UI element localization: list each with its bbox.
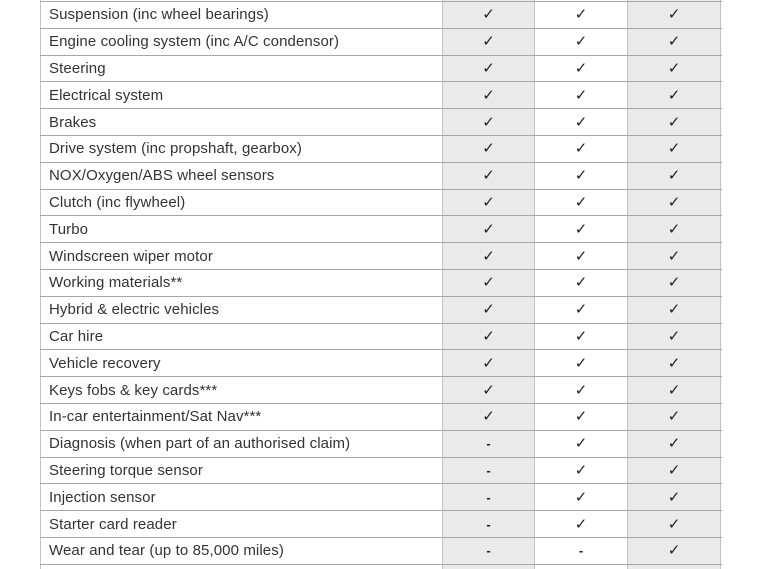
feature-label: Suspension (inc wheel bearings) <box>40 2 442 28</box>
col1-cell-partial <box>442 0 534 1</box>
col3-check-icon: ✓ <box>627 377 721 403</box>
col3-check-icon: ✓ <box>627 324 721 350</box>
table-row <box>40 511 722 538</box>
col2-cell-partial <box>534 0 627 1</box>
col1-check-icon: ✓ <box>442 297 534 323</box>
col2-dash-icon: - <box>534 538 627 564</box>
col2-check-icon: ✓ <box>534 297 627 323</box>
feature-label: Working materials** <box>40 270 442 296</box>
feature-label: Car hire <box>40 324 442 350</box>
col2-check-icon: ✓ <box>534 2 627 28</box>
col1-check-icon: ✓ <box>442 82 534 108</box>
table-row <box>40 431 722 458</box>
col1-check-icon: ✓ <box>442 270 534 296</box>
feature-cell-partial <box>40 0 442 1</box>
col2-check-icon: ✓ <box>534 431 627 457</box>
col1-cell-partial <box>442 565 534 569</box>
col3-check-icon: ✓ <box>627 56 721 82</box>
col2-check-icon: ✓ <box>534 270 627 296</box>
feature-label: Injection sensor <box>40 484 442 510</box>
col2-check-icon: ✓ <box>534 109 627 135</box>
table-row <box>40 243 722 270</box>
table-row <box>40 377 722 404</box>
col1-check-icon: ✓ <box>442 404 534 430</box>
col1-check-icon: ✓ <box>442 377 534 403</box>
col1-check-icon: ✓ <box>442 324 534 350</box>
table-row <box>40 404 722 431</box>
col2-check-icon: ✓ <box>534 243 627 269</box>
col3-check-icon: ✓ <box>627 2 721 28</box>
col3-cell-partial <box>627 0 721 1</box>
table-row <box>40 82 722 109</box>
feature-label: Diagnosis (when part of an authorised claim) <box>40 431 442 457</box>
col3-check-icon: ✓ <box>627 297 721 323</box>
col1-dash-icon: - <box>442 511 534 537</box>
col1-dash-icon: - <box>442 538 534 564</box>
feature-label: Turbo <box>40 216 442 242</box>
table-row <box>40 190 722 217</box>
col3-check-icon: ✓ <box>627 163 721 189</box>
col1-dash-icon: - <box>442 458 534 484</box>
col3-check-icon: ✓ <box>627 511 721 537</box>
col1-dash-icon: - <box>442 484 534 510</box>
feature-label: Steering <box>40 56 442 82</box>
table-row <box>40 2 722 29</box>
col3-check-icon: ✓ <box>627 404 721 430</box>
col2-check-icon: ✓ <box>534 484 627 510</box>
col1-check-icon: ✓ <box>442 190 534 216</box>
col3-check-icon: ✓ <box>627 458 721 484</box>
col1-check-icon: ✓ <box>442 163 534 189</box>
table-row <box>40 270 722 297</box>
col3-cell-partial <box>627 565 721 569</box>
table-row <box>40 350 722 377</box>
col3-check-icon: ✓ <box>627 82 721 108</box>
col1-check-icon: ✓ <box>442 29 534 55</box>
col1-check-icon: ✓ <box>442 56 534 82</box>
table-row <box>40 29 722 56</box>
table-row-partial-bottom <box>40 565 722 569</box>
col2-check-icon: ✓ <box>534 377 627 403</box>
col2-check-icon: ✓ <box>534 511 627 537</box>
col1-check-icon: ✓ <box>442 136 534 162</box>
feature-cell-partial <box>40 565 442 569</box>
table-row <box>40 136 722 163</box>
col2-check-icon: ✓ <box>534 163 627 189</box>
feature-label: Hybrid & electric vehicles <box>40 297 442 323</box>
col3-check-icon: ✓ <box>627 136 721 162</box>
feature-label: Clutch (inc flywheel) <box>40 190 442 216</box>
feature-label: Starter card reader <box>40 511 442 537</box>
feature-label: Keys fobs & key cards*** <box>40 377 442 403</box>
col3-check-icon: ✓ <box>627 431 721 457</box>
col2-cell-partial <box>534 565 627 569</box>
feature-label: Vehicle recovery <box>40 350 442 376</box>
table-row <box>40 297 722 324</box>
feature-label: In-car entertainment/Sat Nav*** <box>40 404 442 430</box>
col2-check-icon: ✓ <box>534 82 627 108</box>
col3-check-icon: ✓ <box>627 109 721 135</box>
col2-check-icon: ✓ <box>534 190 627 216</box>
col2-check-icon: ✓ <box>534 350 627 376</box>
col2-check-icon: ✓ <box>534 29 627 55</box>
col2-check-icon: ✓ <box>534 216 627 242</box>
col3-check-icon: ✓ <box>627 270 721 296</box>
col1-check-icon: ✓ <box>442 243 534 269</box>
col2-check-icon: ✓ <box>534 324 627 350</box>
table-row <box>40 163 722 190</box>
feature-label: Wear and tear (up to 85,000 miles) <box>40 538 442 564</box>
col3-check-icon: ✓ <box>627 350 721 376</box>
table-row <box>40 56 722 83</box>
col1-check-icon: ✓ <box>442 109 534 135</box>
col3-check-icon: ✓ <box>627 484 721 510</box>
col2-check-icon: ✓ <box>534 458 627 484</box>
table-row <box>40 538 722 565</box>
col3-check-icon: ✓ <box>627 538 721 564</box>
table-row <box>40 458 722 485</box>
feature-label: NOX/Oxygen/ABS wheel sensors <box>40 163 442 189</box>
col3-check-icon: ✓ <box>627 216 721 242</box>
col2-check-icon: ✓ <box>534 56 627 82</box>
feature-label: Electrical system <box>40 82 442 108</box>
col3-check-icon: ✓ <box>627 243 721 269</box>
table-row <box>40 109 722 136</box>
table-row <box>40 484 722 511</box>
feature-label: Engine cooling system (inc A/C condensor) <box>40 29 442 55</box>
feature-label: Steering torque sensor <box>40 458 442 484</box>
col3-check-icon: ✓ <box>627 29 721 55</box>
feature-label: Drive system (inc propshaft, gearbox) <box>40 136 442 162</box>
feature-label: Windscreen wiper motor <box>40 243 442 269</box>
comparison-table-rows <box>40 2 722 565</box>
col1-dash-icon: - <box>442 431 534 457</box>
col1-check-icon: ✓ <box>442 216 534 242</box>
col1-check-icon: ✓ <box>442 2 534 28</box>
col2-check-icon: ✓ <box>534 136 627 162</box>
comparison-table <box>40 0 722 569</box>
table-row <box>40 216 722 243</box>
col3-check-icon: ✓ <box>627 190 721 216</box>
col2-check-icon: ✓ <box>534 404 627 430</box>
feature-label: Brakes <box>40 109 442 135</box>
col1-check-icon: ✓ <box>442 350 534 376</box>
table-row <box>40 324 722 351</box>
